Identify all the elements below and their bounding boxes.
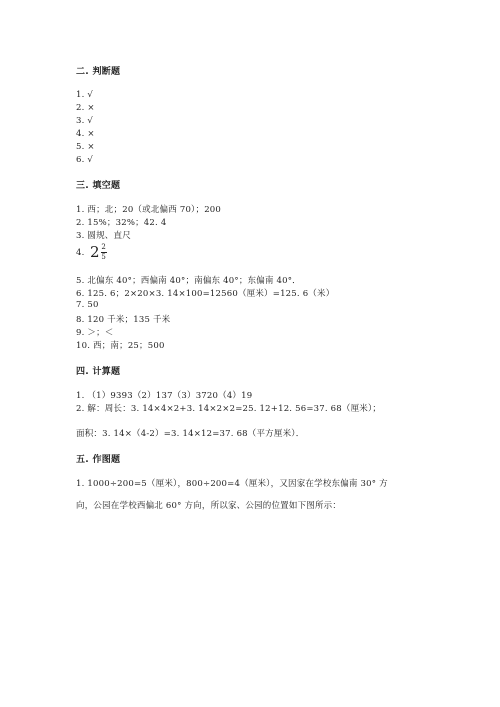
judge-heading: 二. 判断题	[76, 67, 121, 77]
mixed-fraction-whole: 2	[90, 243, 100, 261]
fill-answer-5: 5. 北偏东 40°；西偏南 40°；南偏东 40°；东偏南 40°．	[76, 276, 301, 286]
judge-answer-1: 1. √	[76, 90, 94, 100]
fraction-denominator: 5	[101, 253, 107, 261]
fill-answer-10: 10. 西；南；25；500	[76, 341, 165, 351]
fill-answer-4	[76, 244, 107, 261]
fill-answer-1: 1. 西；北；20（或北偏西 70）；200	[76, 205, 222, 215]
draw-answer-1-line-1: 1. 1000÷200=5（厘米），800÷200=4（厘米），又因家在学校东偏南 30° 方	[76, 479, 388, 489]
fill-answer-4-label: 4.	[76, 247, 85, 258]
judge-answer-6: 6. √	[76, 155, 94, 165]
calc-heading: 四. 计算题	[76, 367, 121, 377]
fill-heading: 三. 填空题	[76, 181, 121, 191]
fill-answer-8: 8. 120 千米；135 千米	[76, 315, 171, 325]
draw-heading: 五. 作图题	[76, 455, 121, 465]
fill-answer-3: 3. 圆规、直尺	[76, 231, 131, 241]
draw-answer-1-line-2: 向，公园在学校西偏北 60° 方向，所以家、公园的位置如下图所示：	[76, 501, 342, 511]
judge-answer-2: 2. ×	[76, 103, 95, 113]
fraction	[101, 244, 107, 261]
calc-answer-1: 1. （1）9393（2）137（3）3720（4）19	[76, 391, 253, 401]
judge-answer-4: 4. ×	[76, 129, 95, 139]
fill-answer-6: 6. 125. 6；2×20×3. 14×100=12560（厘米）=125. 6（米）	[76, 289, 335, 299]
fill-answer-9: 9. ＞；＜	[76, 328, 114, 338]
fraction-numerator: 2	[101, 243, 107, 251]
calc-answer-2: 2. 解：周长：3. 14×4×2+3. 14×2×2=25. 12+12. 56=37. 68（厘米）；	[76, 404, 382, 414]
judge-answer-3: 3. √	[76, 116, 94, 126]
mixed-fraction	[90, 244, 107, 261]
judge-answer-5: 5. ×	[76, 142, 95, 152]
calc-answer-area: 面积：3. 14×（4-2）=3. 14×12=37. 68（平方厘米）．	[76, 429, 305, 439]
fill-answer-2: 2. 15%；32%；42. 4	[76, 218, 167, 228]
fill-answer-7: 7. 50	[76, 300, 99, 310]
